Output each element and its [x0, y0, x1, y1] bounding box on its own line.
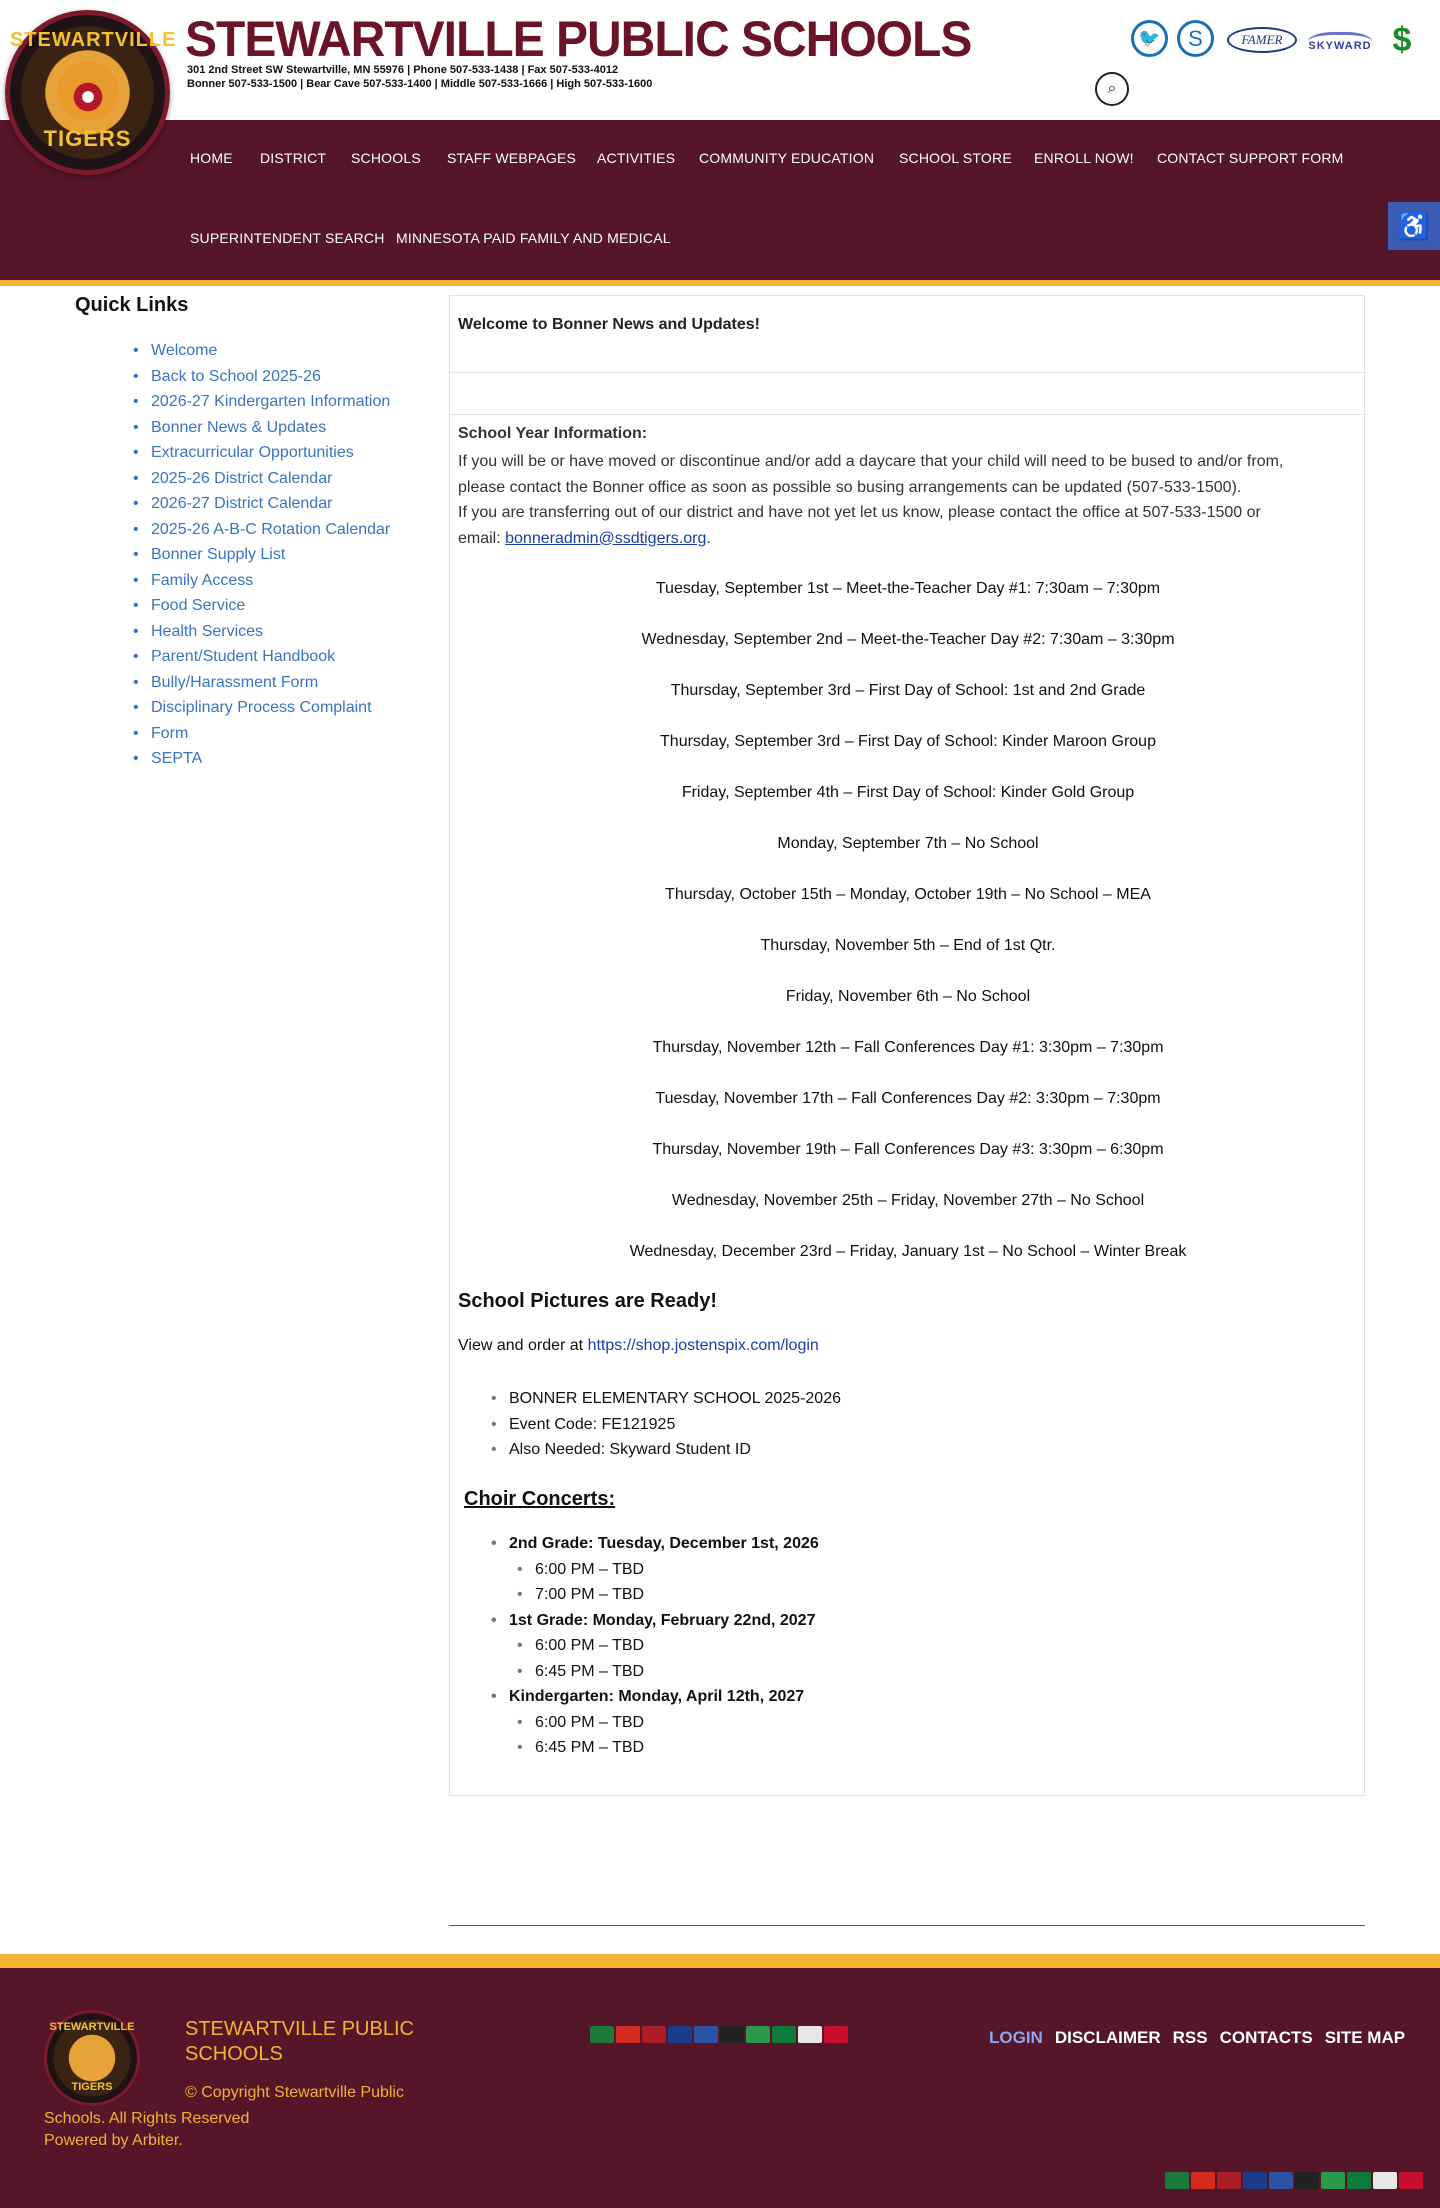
language-flag-icon[interactable]	[590, 2026, 614, 2043]
calendar-date: Thursday, September 3rd – First Day of School: 1st and 2nd Grade	[670, 682, 1146, 699]
welcome-heading: Welcome to Bonner News and Updates!	[458, 316, 760, 333]
calendar-date: Wednesday, December 23rd – Friday, January 1st – No School – Winter Break	[629, 1243, 1187, 1260]
choir-concerts-heading: Choir Concerts:	[464, 1488, 616, 1510]
list-item: • Also Needed: Skyward Student ID	[491, 1437, 841, 1463]
choir-time: • 6:00 PM – TBD	[517, 1633, 819, 1659]
quick-links-list	[133, 338, 423, 772]
jostens-link[interactable]: https://shop.jostenspix.com/login	[587, 1337, 819, 1354]
content-divider	[449, 1925, 1365, 1926]
calendar-date: Wednesday, November 25th – Friday, November 27th – No School	[671, 1192, 1145, 1209]
email-prefix: email:	[458, 529, 506, 547]
footer-links	[989, 2028, 1405, 2048]
language-flag-icon[interactable]	[1321, 2172, 1345, 2189]
nav-contact-support-form[interactable]: CONTACT SUPPORT FORM	[1157, 150, 1344, 166]
nav-enroll-now[interactable]: ENROLL NOW!	[1034, 150, 1134, 166]
email-link[interactable]: bonneradmin@ssdtigers.org	[505, 529, 707, 547]
nav-minnesota-paid-family[interactable]: MINNESOTA PAID FAMILY AND MEDICAL	[396, 230, 671, 246]
schoology-icon[interactable]: S	[1177, 20, 1214, 57]
accessibility-icon[interactable]: ♿	[1388, 202, 1440, 250]
school-year-heading: School Year Information:	[458, 425, 648, 442]
picture-info-list	[491, 1386, 841, 1463]
choir-time: • 6:00 PM – TBD	[517, 1557, 819, 1583]
school-pictures-heading: School Pictures are Ready!	[458, 1290, 717, 1312]
calendar-date: Thursday, November 12th – Fall Conferences Day #1: 3:30pm – 7:30pm	[652, 1039, 1164, 1056]
footer-sitemap-link[interactable]: SITE MAP	[1324, 2028, 1406, 2047]
footer-school-name: STEWARTVILLE PUBLIC SCHOOLS	[185, 2018, 414, 2065]
nav-divider	[0, 280, 1440, 286]
footer-contacts-link[interactable]: CONTACTS	[1219, 2028, 1313, 2047]
calendar-date: Friday, September 4th – First Day of School: Kinder Gold Group	[681, 784, 1135, 801]
choir-time: • 6:00 PM – TBD	[517, 1710, 819, 1736]
choir-grade: • 1st Grade: Monday, February 22nd, 2027	[491, 1608, 819, 1634]
choir-time: • 6:45 PM – TBD	[517, 1659, 819, 1685]
language-flags	[590, 2026, 848, 2043]
para-line	[458, 526, 1343, 552]
calendar-date: Monday, September 7th – No School	[777, 835, 1039, 852]
choir-list	[491, 1531, 819, 1761]
choir-time: • 7:00 PM – TBD	[517, 1582, 819, 1608]
choir-grade: • Kindergarten: Monday, April 12th, 2027	[491, 1684, 819, 1710]
para-line: If you are transferring out of our district and have not yet let us know, please contact the office at 507-533-1500 or	[458, 504, 1261, 521]
nav-staff-webpages[interactable]: STAFF WEBPAGES	[447, 150, 577, 166]
quick-link[interactable]: • Welcome	[133, 338, 423, 364]
footer-rss-link[interactable]: RSS	[1172, 2028, 1208, 2047]
quick-link[interactable]: • Parent/Student Handbook	[133, 644, 423, 670]
language-flag-icon[interactable]	[1347, 2172, 1371, 2189]
view-order-prefix: View and order at	[458, 1337, 588, 1354]
language-flag-icon[interactable]	[1191, 2172, 1215, 2189]
quick-link[interactable]: • Health Services	[133, 619, 423, 645]
language-flag-icon[interactable]	[1243, 2172, 1267, 2189]
language-flags-bottom	[1165, 2172, 1423, 2189]
quick-link[interactable]: • 2025-26 A-B-C Rotation Calendar	[133, 517, 423, 543]
language-flag-icon[interactable]	[746, 2026, 770, 2043]
site-title[interactable]: STEWARTVILLE PUBLIC SCHOOLS	[185, 11, 972, 68]
quick-link[interactable]: • Disciplinary Process Complaint	[133, 695, 423, 721]
language-flag-icon[interactable]	[1217, 2172, 1241, 2189]
footer-login-link[interactable]: LOGIN	[989, 2028, 1043, 2047]
language-flag-icon[interactable]	[1373, 2172, 1397, 2189]
language-flag-icon[interactable]	[1269, 2172, 1293, 2189]
school-logo[interactable]	[5, 10, 177, 175]
nav-community-education[interactable]: COMMUNITY EDUCATION	[699, 150, 875, 166]
main-nav	[0, 120, 1440, 280]
quick-link[interactable]: • Bully/Harassment Form	[133, 670, 423, 696]
footer-copyright: © Copyright Stewartville Public Schools. All Rights Reserved	[44, 2084, 404, 2127]
nav-superintendent-search[interactable]: SUPERINTENDENT SEARCH	[190, 230, 385, 246]
quick-link[interactable]: • Back to School 2025-26	[133, 364, 423, 390]
language-flag-icon[interactable]	[798, 2026, 822, 2043]
footer-stripe	[0, 1954, 1440, 1968]
language-flag-icon[interactable]	[694, 2026, 718, 2043]
language-flag-icon[interactable]	[824, 2026, 848, 2043]
view-order-text	[458, 1337, 819, 1355]
calendar-date: Wednesday, September 2nd – Meet-the-Teacher Day #2: 7:30am – 3:30pm	[641, 631, 1175, 648]
language-flag-icon[interactable]	[1295, 2172, 1319, 2189]
footer-logo-top-text: STEWARTVILLE	[49, 2021, 135, 2033]
language-flag-icon[interactable]	[616, 2026, 640, 2043]
calendar-date: Thursday, September 3rd – First Day of School: Kinder Maroon Group	[660, 733, 1156, 750]
divider	[450, 414, 1364, 415]
quick-link[interactable]: • Family Access	[133, 568, 423, 594]
calendar-date: Tuesday, September 1st – Meet-the-Teacher Day #1: 7:30am – 7:30pm	[655, 580, 1161, 597]
calendar-date: Thursday, November 19th – Fall Conferences Day #3: 3:30pm – 6:30pm	[652, 1141, 1164, 1158]
address-line: 301 2nd Street SW Stewartville, MN 55976 | Phone 507-533-1438 | Fax 507-533-4012	[187, 64, 619, 76]
twitter-icon[interactable]: 🐦	[1131, 20, 1168, 57]
choir-grade: • 2nd Grade: Tuesday, December 1st, 2026	[491, 1531, 819, 1557]
language-flag-icon[interactable]	[720, 2026, 744, 2043]
calendar-date: Thursday, November 5th – End of 1st Qtr.	[760, 937, 1056, 954]
quick-links-title: Quick Links	[75, 294, 189, 316]
quick-link[interactable]: • 2025-26 District Calendar	[133, 466, 423, 492]
nav-schools[interactable]: SCHOOLS	[351, 150, 421, 166]
quick-link[interactable]: • Bonner Supply List	[133, 542, 423, 568]
para-line: If you will be or have moved or discontinue and/or add a daycare that your child will need to be bused to and/or from,	[458, 453, 1284, 470]
nav-activities[interactable]: ACTIVITIES	[597, 150, 676, 166]
calendar-date: Friday, November 6th – No School	[785, 988, 1031, 1005]
quick-link[interactable]: • SEPTA	[133, 746, 423, 772]
footer-powered-by[interactable]: Powered by Arbiter.	[44, 2132, 183, 2149]
footer-disclaimer-link[interactable]: DISCLAIMER	[1054, 2028, 1161, 2047]
choir-time: • 6:45 PM – TBD	[517, 1735, 819, 1761]
language-flag-icon[interactable]	[1165, 2172, 1189, 2189]
list-item: • BONNER ELEMENTARY SCHOOL 2025-2026	[491, 1386, 841, 1412]
phone-line: Bonner 507-533-1500 | Bear Cave 507-533-1400 | Middle 507-533-1666 | High 507-533-1600	[187, 78, 653, 90]
nav-home[interactable]: HOME	[190, 150, 233, 166]
language-flag-icon[interactable]	[668, 2026, 692, 2043]
quick-link[interactable]: • Bonner News & Updates	[133, 415, 423, 441]
header-bar	[0, 0, 1440, 120]
dollar-icon[interactable]: $	[1392, 20, 1412, 59]
divider	[450, 372, 1364, 373]
search-icon[interactable]: ⌕	[1095, 72, 1129, 106]
list-item: • Event Code: FE121925	[491, 1412, 841, 1438]
logo-top-text: STEWARTVILLE	[10, 29, 177, 51]
quick-link[interactable]: • 2026-27 District Calendar	[133, 491, 423, 517]
school-year-text	[458, 449, 1343, 551]
quick-link[interactable]: • Food Service	[133, 593, 423, 619]
logo-bottom-text: TIGERS	[43, 126, 132, 151]
quick-link[interactable]: • 2026-27 Kindergarten Information	[133, 389, 423, 415]
calendar-date: Tuesday, November 17th – Fall Conferences Day #2: 3:30pm – 7:30pm	[655, 1090, 1161, 1107]
footer-logo-bottom-text: TIGERS	[71, 2081, 113, 2093]
language-flag-icon[interactable]	[642, 2026, 666, 2043]
calendar-date: Thursday, October 15th – Monday, October 19th – No School – MEA	[665, 886, 1151, 903]
quick-link-continued[interactable]: • Form	[133, 721, 423, 747]
nav-school-store[interactable]: SCHOOL STORE	[899, 150, 1012, 166]
email-suffix: .	[706, 529, 711, 547]
fame-icon[interactable]: FAMER	[1227, 27, 1297, 53]
para-line: please contact the Bonner office as soon as possible so busing arrangements can be updated (507-533-1500).	[458, 478, 1242, 496]
language-flag-icon[interactable]	[1399, 2172, 1423, 2189]
language-flag-icon[interactable]	[772, 2026, 796, 2043]
quick-link[interactable]: • Extracurricular Opportunities	[133, 440, 423, 466]
tiger-icon	[58, 61, 118, 121]
skyward-icon[interactable]: SKYWARD	[1308, 32, 1372, 56]
nav-district[interactable]: DISTRICT	[260, 150, 327, 166]
